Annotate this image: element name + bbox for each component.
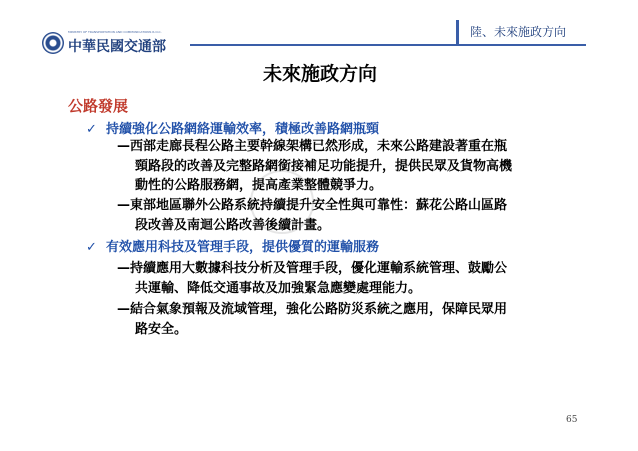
section-tab bbox=[456, 20, 586, 44]
dash-item bbox=[117, 137, 577, 196]
header-divider bbox=[190, 44, 586, 46]
point-2 bbox=[86, 236, 596, 255]
dash-text: 持續應用大數據科技分析及管理手段，優化運輸系統管理、鼓勵公 bbox=[130, 261, 508, 276]
check-icon: ✓ bbox=[86, 122, 97, 137]
watermark-seal bbox=[250, 170, 314, 234]
dash-line: 動性的公路服務網，提高產業整體競爭力。 bbox=[135, 178, 383, 193]
dash-line bbox=[117, 137, 577, 157]
slide-title: 未來施政方向 bbox=[262, 63, 377, 85]
dash-line: 段改善及南迴公路改善後續計畫。 bbox=[135, 217, 331, 233]
seal-icon bbox=[42, 32, 64, 54]
logo-subtitle: MINISTRY OF TRANSPORTATION AND COMMUNICATIONS R.O.C. bbox=[68, 30, 162, 34]
dash-mark: — bbox=[117, 261, 130, 276]
logo-name: 中華民國交通部 bbox=[68, 39, 166, 55]
section-heading: 公路發展 bbox=[68, 97, 129, 115]
dash-text: 西部走廊長程公路主要幹線架構已然形成，未來公路建設著重在瓶 bbox=[130, 139, 508, 154]
dash-mark: — bbox=[117, 198, 130, 213]
dash-line bbox=[117, 300, 577, 320]
dash-mark: — bbox=[117, 302, 130, 317]
point-heading-text: 有效應用科技及管理手段，提供優質的運輸服務 bbox=[106, 240, 380, 255]
dash-item bbox=[117, 196, 577, 235]
watermark bbox=[190, 140, 340, 280]
dash-line: 共運輸、降低交通事故及加強緊急應變處理能力。 bbox=[135, 280, 422, 296]
point-heading bbox=[86, 118, 596, 137]
dash-item bbox=[117, 259, 577, 298]
dash-text: 結合氣象預報及流域管理，強化公路防災系統之應用，保障民眾用 bbox=[130, 302, 508, 317]
point-heading bbox=[86, 236, 596, 255]
dash-line bbox=[117, 259, 577, 279]
dash-line: 路安全。 bbox=[135, 321, 188, 337]
ministry-logo bbox=[42, 30, 192, 56]
tab-accent bbox=[456, 20, 459, 44]
dash-item bbox=[117, 300, 577, 339]
section-label: 陸、未來施政方向 bbox=[470, 25, 567, 39]
dash-line: 頸路段的改善及完整路網銜接補足功能提升，提供民眾及貨物高機 bbox=[135, 158, 513, 174]
point-heading-text: 持續強化公路網絡運輸效率，積極改善路網瓶頸 bbox=[106, 122, 380, 137]
dash-mark: — bbox=[117, 139, 130, 154]
dash-line bbox=[117, 196, 577, 216]
check-icon: ✓ bbox=[86, 240, 97, 255]
point-1 bbox=[86, 118, 596, 137]
page-number: 65 bbox=[566, 415, 578, 425]
dash-text: 東部地區聯外公路系統持續提升安全性與可靠性：蘇花公路山區路 bbox=[130, 198, 508, 213]
